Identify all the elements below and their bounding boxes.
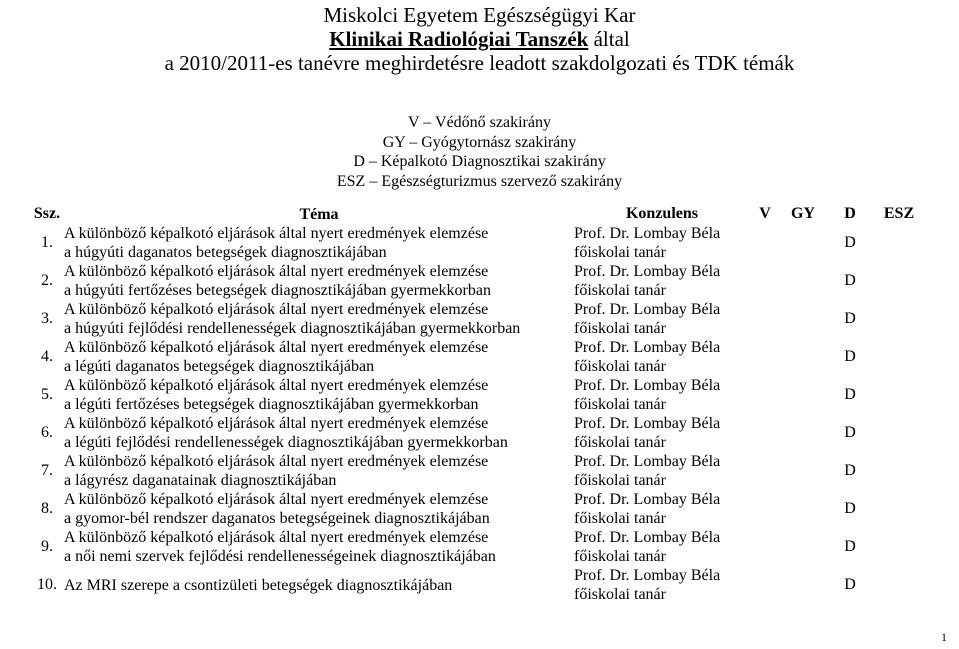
- header-topic: Téma: [299, 205, 339, 223]
- legend-item: ESZ – Egészségturizmus szervező szakirány: [336, 172, 623, 190]
- konzulens-name: Prof. Dr. Lombay Béla: [574, 529, 721, 546]
- table-row: [33, 566, 924, 604]
- row-number: 10.: [37, 576, 57, 593]
- konzulens-title: főiskolai tanár: [574, 434, 666, 451]
- esz-cell: [874, 300, 924, 338]
- topic-cell: [61, 224, 574, 262]
- table-row: [33, 452, 924, 490]
- table-row: [33, 376, 924, 414]
- topic-line-1: A különböző képalkotó eljárások által nyert eredmények elemzése: [64, 225, 489, 242]
- legend-item: GY – Gyógytornász szakirány: [382, 133, 577, 151]
- topic-line-1: A különböző képalkotó eljárások által nyert eredmények elemzése: [64, 415, 489, 432]
- topic-line-1: Az MRI szerepe a csontizületi betegségek diagnosztikájában: [64, 576, 453, 594]
- konzulens-title: főiskolai tanár: [574, 244, 666, 261]
- row-number: 9.: [41, 538, 53, 555]
- gy-cell: [780, 490, 826, 528]
- table-row: [33, 338, 924, 376]
- gy-cell: [780, 262, 826, 300]
- table-row: [33, 300, 924, 338]
- v-cell: [750, 262, 780, 300]
- header-konzulens: Konzulens: [625, 205, 698, 222]
- topic-cell: [61, 376, 574, 414]
- topic-cell: [61, 338, 574, 376]
- d-cell: D: [844, 386, 856, 403]
- topic-line-2: a húgyúti fejlődési rendellenességek diagnosztikájában gyermekkorban: [64, 320, 521, 337]
- konzulens-name: Prof. Dr. Lombay Béla: [574, 339, 721, 356]
- gy-cell: [780, 528, 826, 566]
- konzulens-cell: [574, 528, 750, 566]
- topic-line-1: A különböző képalkotó eljárások által nyert eredmények elemzése: [64, 453, 489, 470]
- topic-line-1: A különböző képalkotó eljárások által nyert eredmények elemzése: [64, 263, 489, 280]
- specialization-legend: [0, 113, 959, 191]
- row-number: 5.: [41, 386, 53, 403]
- table-row: [33, 528, 924, 566]
- topic-line-1: A különböző képalkotó eljárások által nyert eredmények elemzése: [64, 377, 489, 394]
- header-gy: GY: [791, 205, 815, 222]
- d-cell: D: [844, 462, 856, 479]
- table-row: [33, 262, 924, 300]
- konzulens-name: Prof. Dr. Lombay Béla: [574, 567, 721, 584]
- konzulens-cell: [574, 262, 750, 300]
- esz-cell: [874, 528, 924, 566]
- esz-cell: [874, 566, 924, 604]
- topic-cell: [61, 414, 574, 452]
- d-cell: D: [844, 576, 856, 593]
- v-cell: [750, 414, 780, 452]
- topic-line-1: A különböző képalkotó eljárások által nyert eredmények elemzése: [64, 529, 489, 546]
- konzulens-title: főiskolai tanár: [574, 320, 666, 337]
- topic-cell: [61, 300, 574, 338]
- topic-line-2: a gyomor-bél rendszer daganatos betegségeinek diagnosztikájában: [64, 510, 490, 527]
- konzulens-name: Prof. Dr. Lombay Béla: [574, 491, 721, 508]
- v-cell: [750, 490, 780, 528]
- document-header: [0, 0, 959, 75]
- v-cell: [750, 224, 780, 262]
- row-number: 1.: [41, 234, 53, 251]
- gy-cell: [780, 338, 826, 376]
- v-cell: [750, 376, 780, 414]
- table-header-row: [33, 204, 924, 224]
- table-row: [33, 224, 924, 262]
- esz-cell: [874, 262, 924, 300]
- konzulens-name: Prof. Dr. Lombay Béla: [574, 453, 721, 470]
- konzulens-name: Prof. Dr. Lombay Béla: [574, 377, 721, 394]
- konzulens-cell: [574, 338, 750, 376]
- topic-line-2: a húgyúti daganatos betegségek diagnosztikájában: [64, 244, 387, 261]
- header-num: Ssz.: [33, 205, 61, 222]
- row-number: 6.: [41, 424, 53, 441]
- d-cell: D: [844, 348, 856, 365]
- v-cell: [750, 338, 780, 376]
- esz-cell: [874, 338, 924, 376]
- row-number: 4.: [41, 348, 53, 365]
- d-cell: D: [844, 310, 856, 327]
- gy-cell: [780, 224, 826, 262]
- document-subtitle: a 2010/2011-es tanévre meghirdetésre leadott szakdolgozati és TDK témák: [164, 51, 795, 75]
- topic-line-2: a lágyrész daganatainak diagnosztikájában: [64, 472, 337, 489]
- v-cell: [750, 528, 780, 566]
- topic-line-2: a légúti fertőzéses betegségek diagnosztikájában gyermekkorban: [64, 396, 479, 413]
- topic-line-1: A különböző képalkotó eljárások által nyert eredmények elemzése: [64, 491, 489, 508]
- d-cell: D: [844, 538, 856, 555]
- row-number: 3.: [41, 310, 53, 327]
- row-number: 8.: [41, 500, 53, 517]
- d-cell: D: [844, 234, 856, 251]
- konzulens-title: főiskolai tanár: [574, 586, 666, 603]
- topic-line-1: A különböző képalkotó eljárások által nyert eredmények elemzése: [64, 301, 489, 318]
- konzulens-title: főiskolai tanár: [574, 472, 666, 489]
- konzulens-name: Prof. Dr. Lombay Béla: [574, 225, 721, 242]
- department-suffix: által: [588, 27, 630, 51]
- department-line: [0, 27, 959, 51]
- konzulens-cell: [574, 490, 750, 528]
- gy-cell: [780, 414, 826, 452]
- topic-cell: [61, 262, 574, 300]
- d-cell: D: [844, 272, 856, 289]
- topic-line-2: a légúti fejlődési rendellenességek diagnosztikájában gyermekkorban: [64, 434, 508, 451]
- gy-cell: [780, 376, 826, 414]
- gy-cell: [780, 300, 826, 338]
- d-cell: D: [844, 500, 856, 517]
- v-cell: [750, 452, 780, 490]
- esz-cell: [874, 224, 924, 262]
- v-cell: [750, 566, 780, 604]
- konzulens-cell: [574, 414, 750, 452]
- d-cell: D: [844, 424, 856, 441]
- gy-cell: [780, 452, 826, 490]
- esz-cell: [874, 414, 924, 452]
- konzulens-title: főiskolai tanár: [574, 510, 666, 527]
- konzulens-cell: [574, 452, 750, 490]
- row-number: 7.: [41, 462, 53, 479]
- header-d: D: [844, 205, 856, 222]
- konzulens-name: Prof. Dr. Lombay Béla: [574, 263, 721, 280]
- esz-cell: [874, 490, 924, 528]
- topic-line-2: a légúti daganatos betegségek diagnosztikájában: [64, 358, 375, 375]
- konzulens-cell: [574, 566, 750, 604]
- topic-line-2: a húgyúti fertőzéses betegségek diagnosztikájában gyermekkorban: [64, 282, 491, 299]
- gy-cell: [780, 566, 826, 604]
- topic-cell: [61, 452, 574, 490]
- esz-cell: [874, 452, 924, 490]
- topic-line-2: a női nemi szervek fejlődési rendellenességeinek diagnosztikájában: [64, 548, 496, 565]
- header-esz: ESZ: [883, 205, 915, 222]
- konzulens-title: főiskolai tanár: [574, 282, 666, 299]
- konzulens-cell: [574, 300, 750, 338]
- konzulens-title: főiskolai tanár: [574, 396, 666, 413]
- topic-cell: [61, 566, 574, 604]
- topic-cell: [61, 490, 574, 528]
- row-number: 2.: [41, 272, 53, 289]
- department-name: Klinikai Radiológiai Tanszék: [329, 27, 589, 51]
- faculty-title: Miskolci Egyetem Egészségügyi Kar: [323, 3, 636, 27]
- topics-table: [33, 204, 924, 604]
- table-row: [33, 414, 924, 452]
- esz-cell: [874, 376, 924, 414]
- table-row: [33, 490, 924, 528]
- konzulens-title: főiskolai tanár: [574, 548, 666, 565]
- konzulens-name: Prof. Dr. Lombay Béla: [574, 415, 721, 432]
- konzulens-name: Prof. Dr. Lombay Béla: [574, 301, 721, 318]
- v-cell: [750, 300, 780, 338]
- legend-item: D – Képalkotó Diagnosztikai szakirány: [353, 153, 606, 170]
- topic-cell: [61, 528, 574, 566]
- header-v: V: [759, 205, 771, 222]
- konzulens-cell: [574, 224, 750, 262]
- topic-line-1: A különböző képalkotó eljárások által nyert eredmények elemzése: [64, 339, 489, 356]
- legend-item: V – Védőnő szakirány: [408, 114, 551, 131]
- page-number: 1: [941, 630, 947, 644]
- konzulens-cell: [574, 376, 750, 414]
- konzulens-title: főiskolai tanár: [574, 358, 666, 375]
